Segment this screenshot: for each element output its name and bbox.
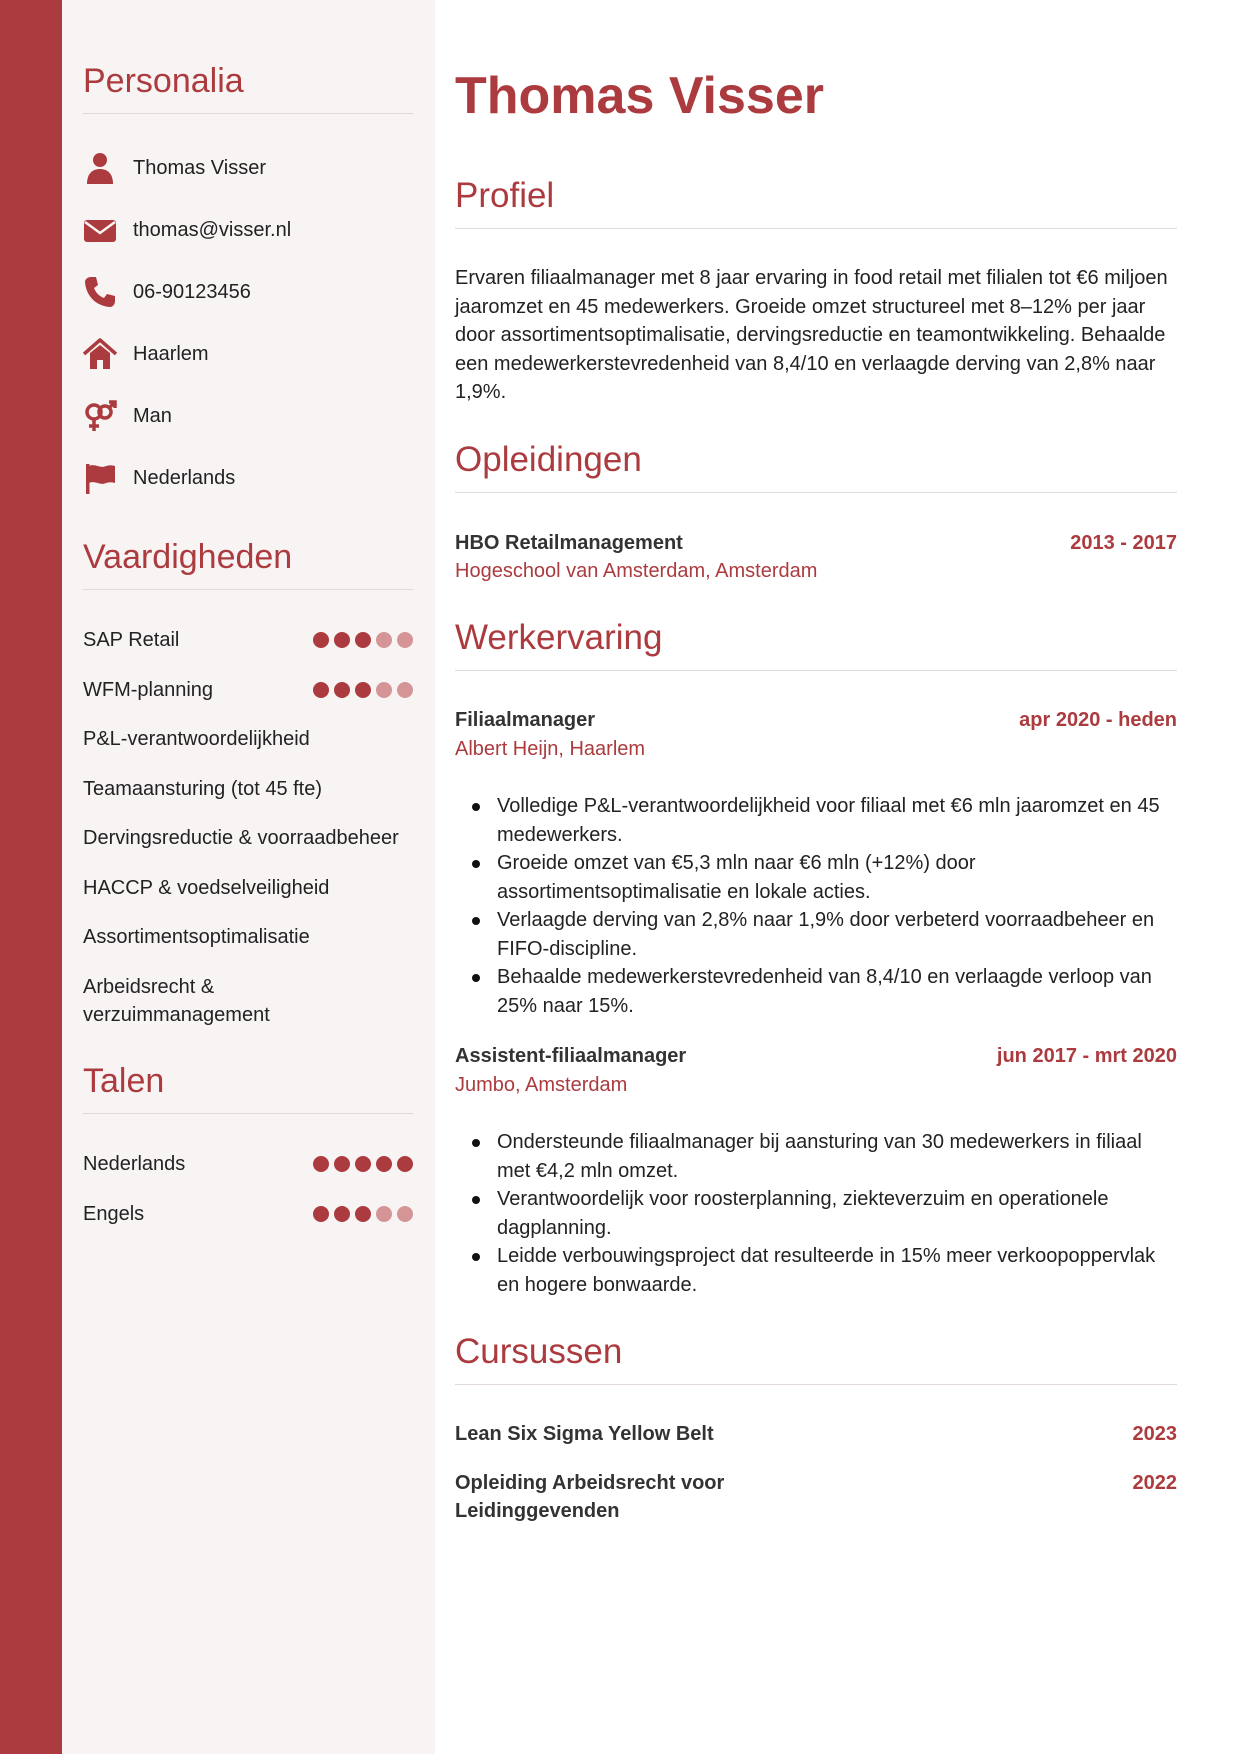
job-company: Albert Heijn, Haarlem bbox=[455, 738, 646, 760]
rating-dot bbox=[355, 632, 371, 648]
language-item bbox=[83, 1150, 413, 1178]
contact-city-text: Haarlem bbox=[133, 342, 209, 365]
skill-name: Arbeidsrecht & verzuimmanagement bbox=[83, 976, 270, 1026]
phone-icon bbox=[83, 275, 117, 309]
job-bullets bbox=[455, 1128, 1177, 1299]
skill-item bbox=[83, 874, 413, 902]
contact-gender bbox=[83, 396, 172, 436]
flag-icon bbox=[83, 461, 117, 495]
user-icon bbox=[83, 151, 117, 185]
job-bullet: Behaalde medewerkerstevredenheid van 8,4/10 en verlaagde verloop van 25% naar 15%. bbox=[455, 963, 1177, 1020]
skills-heading: Vaardigheden bbox=[83, 538, 413, 590]
contact-name-text: Thomas Visser bbox=[133, 156, 267, 179]
skill-item bbox=[83, 676, 413, 704]
job-company: Jumbo, Amsterdam bbox=[455, 1074, 628, 1096]
contact-name bbox=[83, 148, 266, 188]
job-bullets bbox=[455, 792, 1177, 1020]
job-dates: apr 2020 - heden bbox=[1019, 709, 1177, 731]
contact-email-text: thomas@visser.nl bbox=[133, 218, 292, 241]
rating-dot bbox=[334, 682, 350, 698]
job-bullet: Ondersteunde filiaalmanager bij aansturing van 30 medewerkers in filiaal met €4,2 mln omzet. bbox=[455, 1128, 1177, 1185]
rating-dot bbox=[376, 632, 392, 648]
job-bullet: Verlaagde derving van 2,8% naar 1,9% door verbeterd voorraadbeheer en FIFO-discipline. bbox=[455, 906, 1177, 963]
rating-dot bbox=[313, 1206, 329, 1222]
candidate-name: Thomas Visser bbox=[455, 67, 825, 125]
contact-nationality-text: Nederlands bbox=[133, 466, 236, 489]
contact-phone-text: 06-90123456 bbox=[133, 280, 251, 303]
job-dates: jun 2017 - mrt 2020 bbox=[996, 1045, 1177, 1067]
skill-name: Assortimentsoptimalisatie bbox=[83, 926, 310, 948]
rating-dot bbox=[334, 1206, 350, 1222]
skill-rating bbox=[313, 682, 413, 698]
rating-dot bbox=[397, 1206, 413, 1222]
home-icon bbox=[83, 337, 117, 371]
language-rating bbox=[313, 1206, 413, 1222]
job-title: Assistent-filiaalmanager bbox=[455, 1045, 687, 1067]
job-bullet: Groeide omzet van €5,3 mln naar €6 mln (+12%) door assortimentsoptimalisatie en lokale acties. bbox=[455, 849, 1177, 906]
contact-city bbox=[83, 334, 209, 374]
education-title: HBO Retailmanagement bbox=[455, 532, 683, 554]
skill-rating bbox=[313, 632, 413, 648]
contact-gender-text: Man bbox=[133, 404, 172, 427]
profile-heading: Profiel bbox=[455, 176, 1177, 229]
envelope-icon bbox=[83, 213, 117, 247]
rating-dot bbox=[376, 1156, 392, 1172]
skill-name: Teamaansturing (tot 45 fte) bbox=[83, 778, 323, 800]
rating-dot bbox=[376, 682, 392, 698]
skill-item bbox=[83, 824, 413, 852]
rating-dot bbox=[397, 632, 413, 648]
education-dates: 2013 - 2017 bbox=[1070, 532, 1177, 554]
skill-name: P&L-verantwoordelijkheid bbox=[83, 728, 310, 750]
rating-dot bbox=[334, 632, 350, 648]
skill-item bbox=[83, 725, 413, 753]
courses-heading: Cursussen bbox=[455, 1332, 1177, 1385]
skill-name: Dervingsreductie & voorraadbeheer bbox=[83, 827, 399, 849]
contact-email bbox=[83, 210, 291, 250]
rating-dot bbox=[397, 1156, 413, 1172]
course-year: 2022 bbox=[1132, 1472, 1177, 1494]
job-bullet: Verantwoordelijk voor roosterplanning, ziekteverzuim en operationele dagplanning. bbox=[455, 1185, 1177, 1242]
skill-item bbox=[83, 923, 413, 951]
gender-icon bbox=[83, 399, 117, 433]
skill-name: HACCP & voedselveiligheid bbox=[83, 877, 330, 899]
contact-phone bbox=[83, 272, 251, 312]
accent-stripe bbox=[0, 0, 62, 1754]
language-item bbox=[83, 1200, 413, 1228]
skill-item bbox=[83, 973, 343, 1029]
rating-dot bbox=[313, 682, 329, 698]
education-heading: Opleidingen bbox=[455, 440, 1177, 493]
job-title: Filiaalmanager bbox=[455, 709, 596, 731]
languages-heading: Talen bbox=[83, 1062, 413, 1114]
rating-dot bbox=[313, 1156, 329, 1172]
rating-dot bbox=[376, 1206, 392, 1222]
job-bullet: Volledige P&L-verantwoordelijkheid voor filiaal met €6 mln jaaromzet en 45 medewerkers. bbox=[455, 792, 1177, 849]
skill-name: WFM-planning bbox=[83, 679, 214, 701]
skill-name: SAP Retail bbox=[83, 629, 180, 651]
job-bullet: Leidde verbouwingsproject dat resulteerde in 15% meer verkoopoppervlak en hogere bonwaarde. bbox=[455, 1242, 1177, 1299]
rating-dot bbox=[397, 682, 413, 698]
work-heading: Werkervaring bbox=[455, 618, 1177, 671]
language-rating bbox=[313, 1156, 413, 1172]
education-school: Hogeschool van Amsterdam, Amsterdam bbox=[455, 560, 818, 582]
skill-item bbox=[83, 775, 413, 803]
personalia-heading: Personalia bbox=[83, 62, 413, 114]
profile-text: Ervaren filiaalmanager met 8 jaar ervaring in food retail met filialen tot €6 miljoen jaaromzet en 45 medewerkers. Groeide omzet structureel met 8–12% per jaar door assortimentsoptimalisatie, dervingsreductie en teamontwikkeling. Behaalde een medewerkerstevredenheid van 8,4/10 en verlaagde derving van 2,8% naar 1,9%. bbox=[455, 267, 1168, 403]
course-title: Lean Six Sigma Yellow Belt bbox=[455, 1423, 714, 1445]
language-name: Engels bbox=[83, 1203, 145, 1225]
course-year: 2023 bbox=[1132, 1423, 1177, 1445]
skill-item bbox=[83, 626, 413, 654]
contact-nationality bbox=[83, 458, 235, 498]
rating-dot bbox=[355, 682, 371, 698]
rating-dot bbox=[355, 1156, 371, 1172]
course-title: Opleiding Arbeidsrecht voor Leidinggevenden bbox=[455, 1472, 725, 1522]
rating-dot bbox=[313, 632, 329, 648]
language-name: Nederlands bbox=[83, 1153, 186, 1175]
rating-dot bbox=[334, 1156, 350, 1172]
rating-dot bbox=[355, 1206, 371, 1222]
